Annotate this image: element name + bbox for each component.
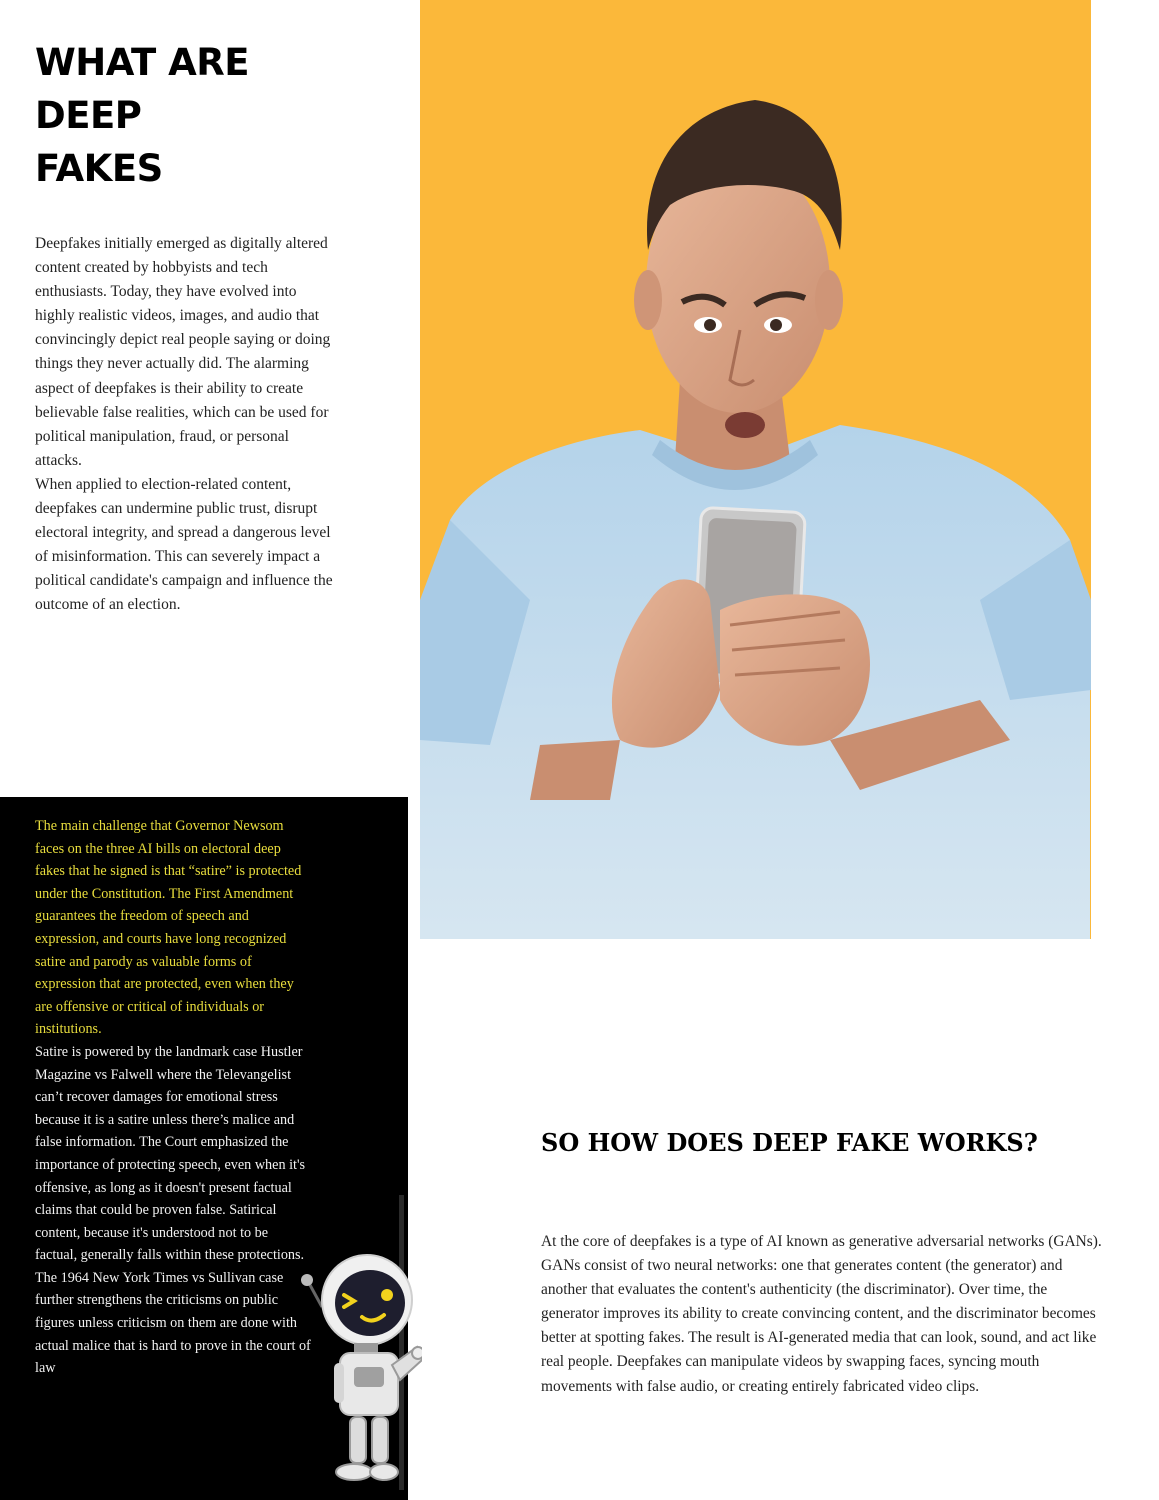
title-line-2: DEEP xyxy=(35,94,142,137)
intro-text xyxy=(35,232,335,618)
surprised-man-with-phone-photo xyxy=(420,0,1091,939)
section-heading: SO HOW DOES DEEP FAKE WORKS? xyxy=(541,1128,1038,1157)
section-body xyxy=(541,1230,1106,1399)
robot-mascot-icon xyxy=(292,1195,422,1490)
satire-text-block xyxy=(35,815,313,1380)
satire-body-paragraph: Satire is powered by the landmark case Hustler Magazine vs Falwell where the Televangelist can’t recover damages for emotional stress because it is a satire unless there’s malice and false information. The Court emphasized the importance of protecting speech, even when it's offensive, as long as it doesn't present factual claims that could be proven false. Satirical content, because it's understood not to be factual, generally falls within these protections. The 1964 New York Times vs Sullivan case further strengthens the criticisms on public figures unless criticism on them are done with actual malice that is hard to prove in the court of law xyxy=(35,1043,311,1377)
title-line-3: FAKES xyxy=(35,147,163,190)
title-line-1: WHAT ARE xyxy=(35,41,250,84)
intro-paragraph-1: Deepfakes initially emerged as digitally altered content created by hobbyists and tech enthusiasts. Today, they have evolved into highly realistic videos, images, and audio that convincingly depict real people saying or doing things they never actually did. The alarming aspect of deepfakes is their ability to create believable false realities, which can be used for political manipulation, fraud, or personal attacks. xyxy=(35,235,331,469)
intro-paragraph-2: When applied to election-related content, deepfakes can undermine public trust, disrupt electoral integrity, and spread a dangerous level of misinformation. This can severely impact a political candidate's campaign and influence the outcome of an election. xyxy=(35,475,333,614)
satire-highlight-paragraph: The main challenge that Governor Newsom faces on the three AI bills on electoral deep fakes that he signed is that “satire” is protected under the Constitution. The First Amendment guarantees the freedom of speech and expression, and courts have long recognized satire and parody as valuable forms of expression that are protected, even when they are offensive or critical of individuals or institutions. xyxy=(35,818,302,1038)
section-body-paragraph: At the core of deepfakes is a type of AI known as generative adversarial networks (GANs). GANs consist of two neural networks: one that generates content (the generator) and another that evaluates the content's authenticity (the discriminator). Over time, the generator improves its ability to create convincing content, and the discriminator becomes better at spotting fakes. The result is AI-generated media that can look, sound, and act like real people. Deepfakes can manipulate videos by swapping faces, syncing mouth movements with false audio, or creating entirely fabricated video clips. xyxy=(541,1233,1102,1395)
page-title xyxy=(35,36,249,195)
photo-illustration xyxy=(420,0,1091,939)
